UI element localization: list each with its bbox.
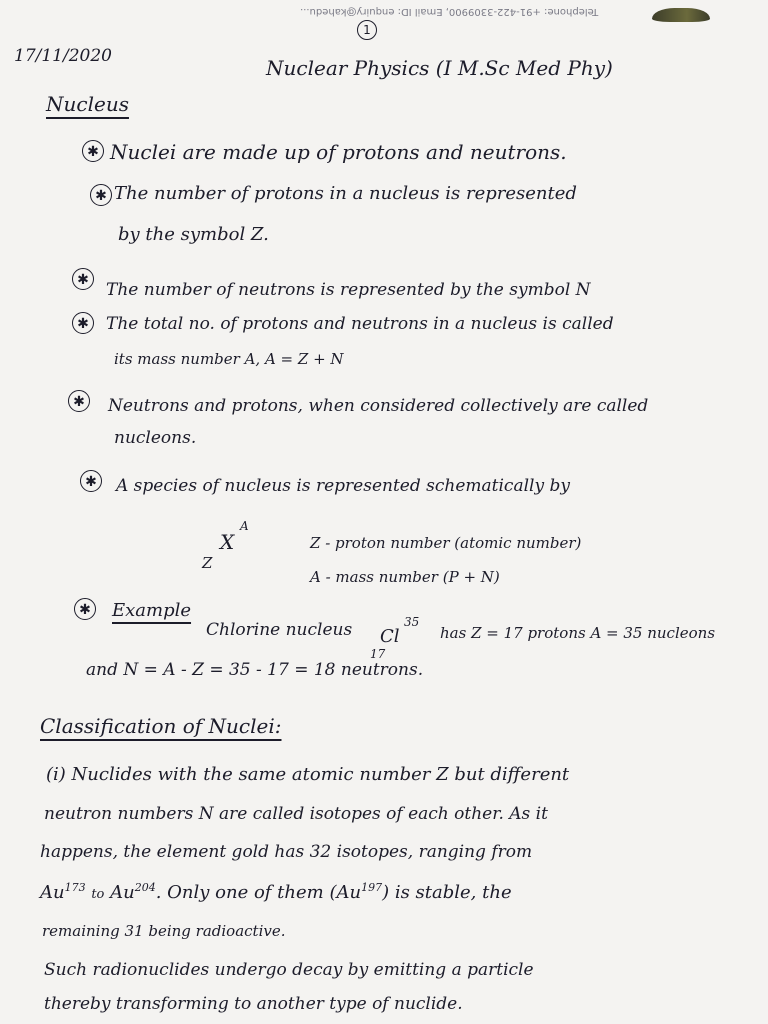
text-line: The total no. of protons and neutrons in a nucleus is called: [106, 314, 614, 334]
page-title: Nuclear Physics (I M.Sc Med Phy): [266, 56, 613, 80]
example-text: and N = A - Z = 35 - 17 = 18 neutrons.: [86, 660, 424, 680]
text-line: The number of protons in a nucleus is represented: [114, 183, 577, 204]
example-symbol: Cl: [380, 626, 400, 647]
asterisk-bullet-icon: ✱: [72, 312, 94, 334]
asterisk-bullet-icon: ✱: [72, 268, 94, 290]
notation-mass-superscript: A: [240, 519, 249, 533]
contact-line: Telephone: +91-422-3309900, Email ID: enquiry@kahedu...: [300, 6, 599, 17]
notation-symbol: X: [220, 530, 235, 554]
text-line: by the symbol Z.: [118, 224, 269, 245]
notation-key-a: A - mass number (P + N): [310, 568, 500, 586]
text-line: (i) Nuclides with the same atomic number Z but different: [46, 764, 570, 785]
text-line: Such radionuclides undergo decay by emitting a particle: [44, 960, 534, 980]
text-line: its mass number A, A = Z + N: [114, 350, 344, 368]
institution-logo: [652, 8, 710, 22]
example-text: Chlorine nucleus: [206, 620, 353, 640]
text-line: remaining 31 being radioactive.: [42, 922, 286, 940]
page-number: 1: [357, 20, 377, 40]
notation-atomic-subscript: Z: [202, 554, 213, 572]
text-line: nucleons.: [114, 428, 197, 448]
text-line: The number of neutrons is represented by the symbol N: [106, 280, 591, 300]
date: 17/11/2020: [14, 46, 112, 66]
text-line: Neutrons and protons, when considered collectively are called: [108, 396, 649, 416]
asterisk-bullet-icon: ✱: [82, 140, 104, 162]
text-line: A species of nucleus is represented schematically by: [116, 476, 570, 496]
example-atomic-subscript: 17: [370, 647, 386, 661]
text-line: thereby transforming to another type of nuclide.: [44, 994, 463, 1014]
gold-isotopes-line: Au$^{173}$ to Au$^{204}$. Only one of them (Au$^{197}$) is stable, the: [40, 881, 512, 903]
asterisk-bullet-icon: ✱: [80, 470, 102, 492]
section-heading-classification: Classification of Nuclei:: [40, 714, 282, 738]
asterisk-bullet-icon: ✱: [90, 184, 112, 206]
asterisk-bullet-icon: ✱: [74, 598, 96, 620]
text-line: happens, the element gold has 32 isotopes, ranging from: [40, 842, 533, 862]
example-mass-superscript: 35: [404, 615, 420, 629]
example-text: has Z = 17 protons A = 35 nucleons: [440, 624, 716, 642]
text-line: neutron numbers N are called isotopes of each other. As it: [44, 804, 548, 824]
section-heading-nucleus: Nucleus: [46, 92, 129, 116]
example-label: Example: [112, 600, 192, 621]
text-line: Nuclei are made up of protons and neutrons.: [110, 140, 567, 164]
notation-key-z: Z - proton number (atomic number): [310, 534, 582, 552]
asterisk-bullet-icon: ✱: [68, 390, 90, 412]
